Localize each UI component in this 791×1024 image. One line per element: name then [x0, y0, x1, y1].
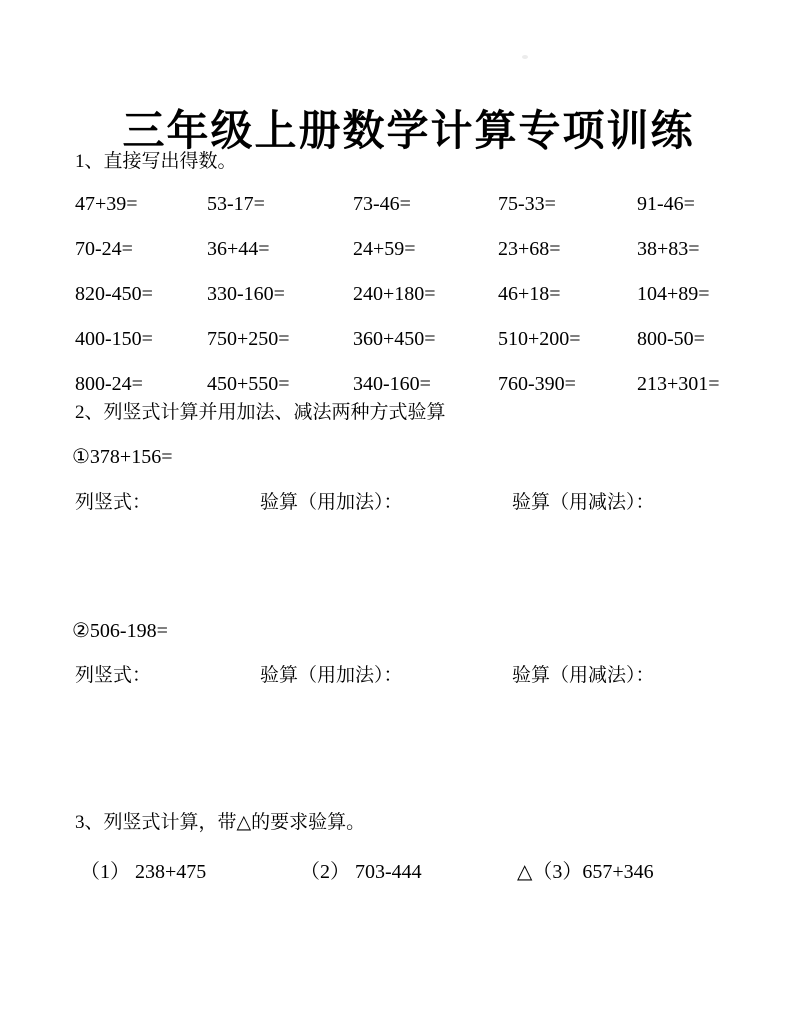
problem-cell: 330-160= [207, 283, 285, 305]
vertical-calc-item-with-check: △（3）657+346 [517, 861, 654, 883]
section3-heading: 3、列竖式计算，带△的要求验算。 [75, 812, 366, 833]
oral-calculation-grid [75, 182, 720, 407]
problem-cell: 800-24= [75, 373, 143, 395]
problem-cell: 47+39= [75, 193, 138, 215]
column-method-label: 列竖式： [75, 492, 152, 513]
problem-cell: 450+550= [207, 373, 290, 395]
vertical-calc-item: （2） 703-444 [300, 861, 422, 883]
problem-cell: 360+450= [353, 328, 436, 350]
check-by-addition-label: 验算（用加法）： [260, 665, 403, 686]
section2-heading: 2、列竖式计算并用加法、减法两种方式验算 [75, 402, 446, 423]
problem-cell: 75-33= [498, 193, 556, 215]
problem-cell: 104+89= [637, 283, 710, 305]
check-by-subtraction-label: 验算（用减法）： [512, 665, 655, 686]
vertical-calc-item: （1） 238+475 [80, 861, 207, 883]
scan-smudge-mark [522, 55, 528, 59]
problem-cell: 800-50= [637, 328, 705, 350]
problem1-work-labels [75, 487, 655, 514]
problem2-work-labels [75, 660, 655, 687]
problem-cell: 240+180= [353, 283, 436, 305]
problem-cell: 213+301= [637, 373, 720, 395]
problem-cell: 340-160= [353, 373, 431, 395]
problem-cell: 36+44= [207, 238, 270, 260]
problem-cell: 73-46= [353, 193, 411, 215]
problem-cell: 46+18= [498, 283, 561, 305]
check-by-subtraction-label: 验算（用减法）： [512, 492, 655, 513]
problem-cell: 400-150= [75, 328, 153, 350]
problem-cell: 750+250= [207, 328, 290, 350]
worksheet-title: 三年级上册数学计算专项训练 [122, 107, 695, 155]
section1-heading: 1、直接写出得数。 [75, 151, 237, 172]
problem-cell: 53-17= [207, 193, 265, 215]
problem-cell: 760-390= [498, 373, 576, 395]
problem-cell: 24+59= [353, 238, 416, 260]
check-by-addition-label: 验算（用加法）： [260, 492, 403, 513]
problem-cell: 510+200= [498, 328, 581, 350]
problem-cell: 23+68= [498, 238, 561, 260]
problem-cell: 70-24= [75, 238, 133, 260]
problem1-expression: ①378+156= [72, 446, 173, 468]
column-method-label: 列竖式： [75, 665, 152, 686]
problem-cell: 820-450= [75, 283, 153, 305]
problem2-expression: ②506-198= [72, 620, 168, 642]
problem-cell: 38+83= [637, 238, 700, 260]
problem-cell: 91-46= [637, 193, 695, 215]
